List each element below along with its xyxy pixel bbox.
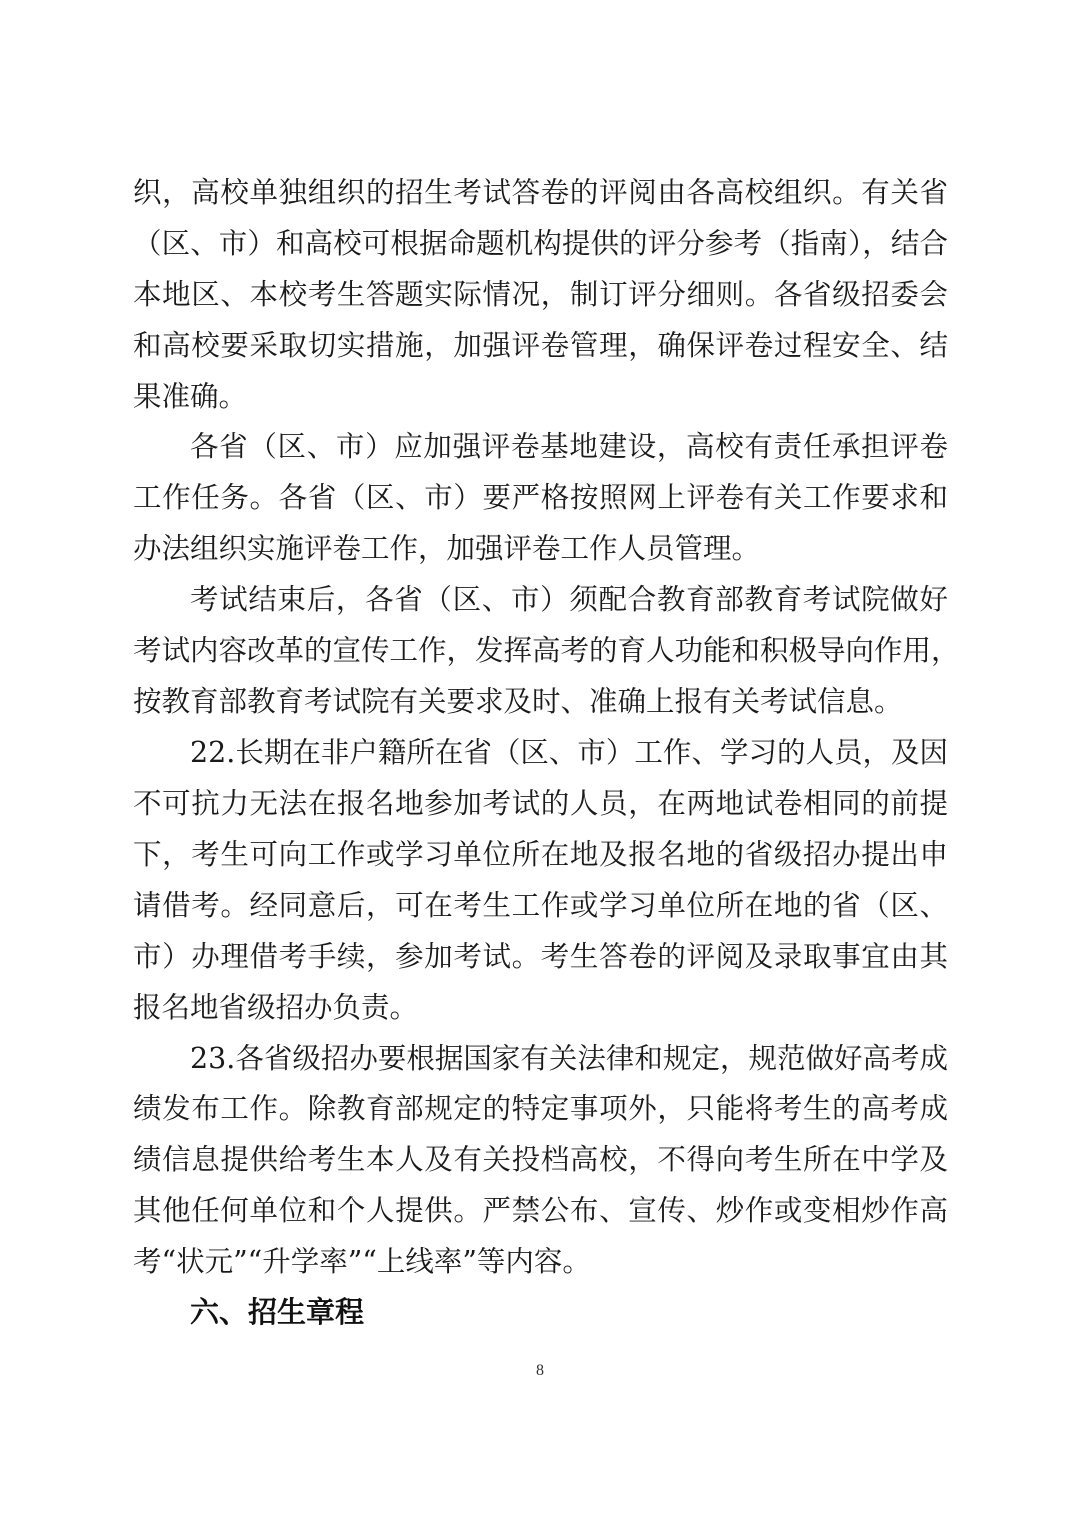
body-text-line: 市）办理借考手续，参加考试。考生答卷的评阅及录取事宜由其 <box>133 940 948 973</box>
body-text-line: 请借考。经同意后，可在考生工作或学习单位所在地的省（区、 <box>133 889 948 922</box>
body-text-line: 考试内容改革的宣传工作，发挥高考的育人功能和积极导向作用， <box>133 634 960 667</box>
body-text-line: 和高校要采取切实措施，加强评卷管理，确保评卷过程安全、结 <box>133 329 948 362</box>
body-text-line: 不可抗力无法在报名地参加考试的人员，在两地试卷相同的前提 <box>133 787 948 820</box>
body-text-line: 织，高校单独组织的招生考试答卷的评阅由各高校组织。有关省 <box>133 176 948 209</box>
body-text-line: 工作任务。各省（区、市）要严格按照网上评卷有关工作要求和 <box>133 481 948 514</box>
body-text-line: 考试结束后，各省（区、市）须配合教育部教育考试院做好 <box>190 583 948 616</box>
body-text-line: 下，考生可向工作或学习单位所在地及报名地的省级招办提出申 <box>133 838 948 871</box>
body-text-line: 办法组织实施评卷工作，加强评卷工作人员管理。 <box>133 532 761 565</box>
body-text-line: 绩信息提供给考生本人及有关投档高校，不得向考生所在中学及 <box>133 1143 948 1176</box>
body-text-line: （区、市）和高校可根据命题机构提供的评分参考（指南），结合 <box>133 227 948 260</box>
body-text-line: 报名地省级招办负责。 <box>133 991 419 1024</box>
body-text-line: 23.各省级招办要根据国家有关法律和规定，规范做好高考成 <box>190 1042 948 1075</box>
body-text-line: 各省（区、市）应加强评卷基地建设，高校有责任承担评卷 <box>190 430 948 463</box>
body-text-line: 本地区、本校考生答题实际情况，制订评分细则。各省级招委会 <box>133 278 948 311</box>
body-text-line: 考“状元”“升学率”“上线率”等内容。 <box>133 1245 591 1278</box>
page-number: 8 <box>536 1362 544 1379</box>
body-text-line: 22.长期在非户籍所在省（区、市）工作、学习的人员，及因 <box>190 736 948 769</box>
body-text-line: 其他任何单位和个人提供。严禁公布、宣传、炒作或变相炒作高 <box>133 1194 948 1227</box>
body-text-line: 果准确。 <box>133 380 248 413</box>
body-text-line: 按教育部教育考试院有关要求及时、准确上报有关考试信息。 <box>133 685 903 718</box>
section-heading: 六、招生章程 <box>190 1295 365 1329</box>
body-text-line: 绩发布工作。除教育部规定的特定事项外，只能将考生的高考成 <box>133 1092 948 1125</box>
